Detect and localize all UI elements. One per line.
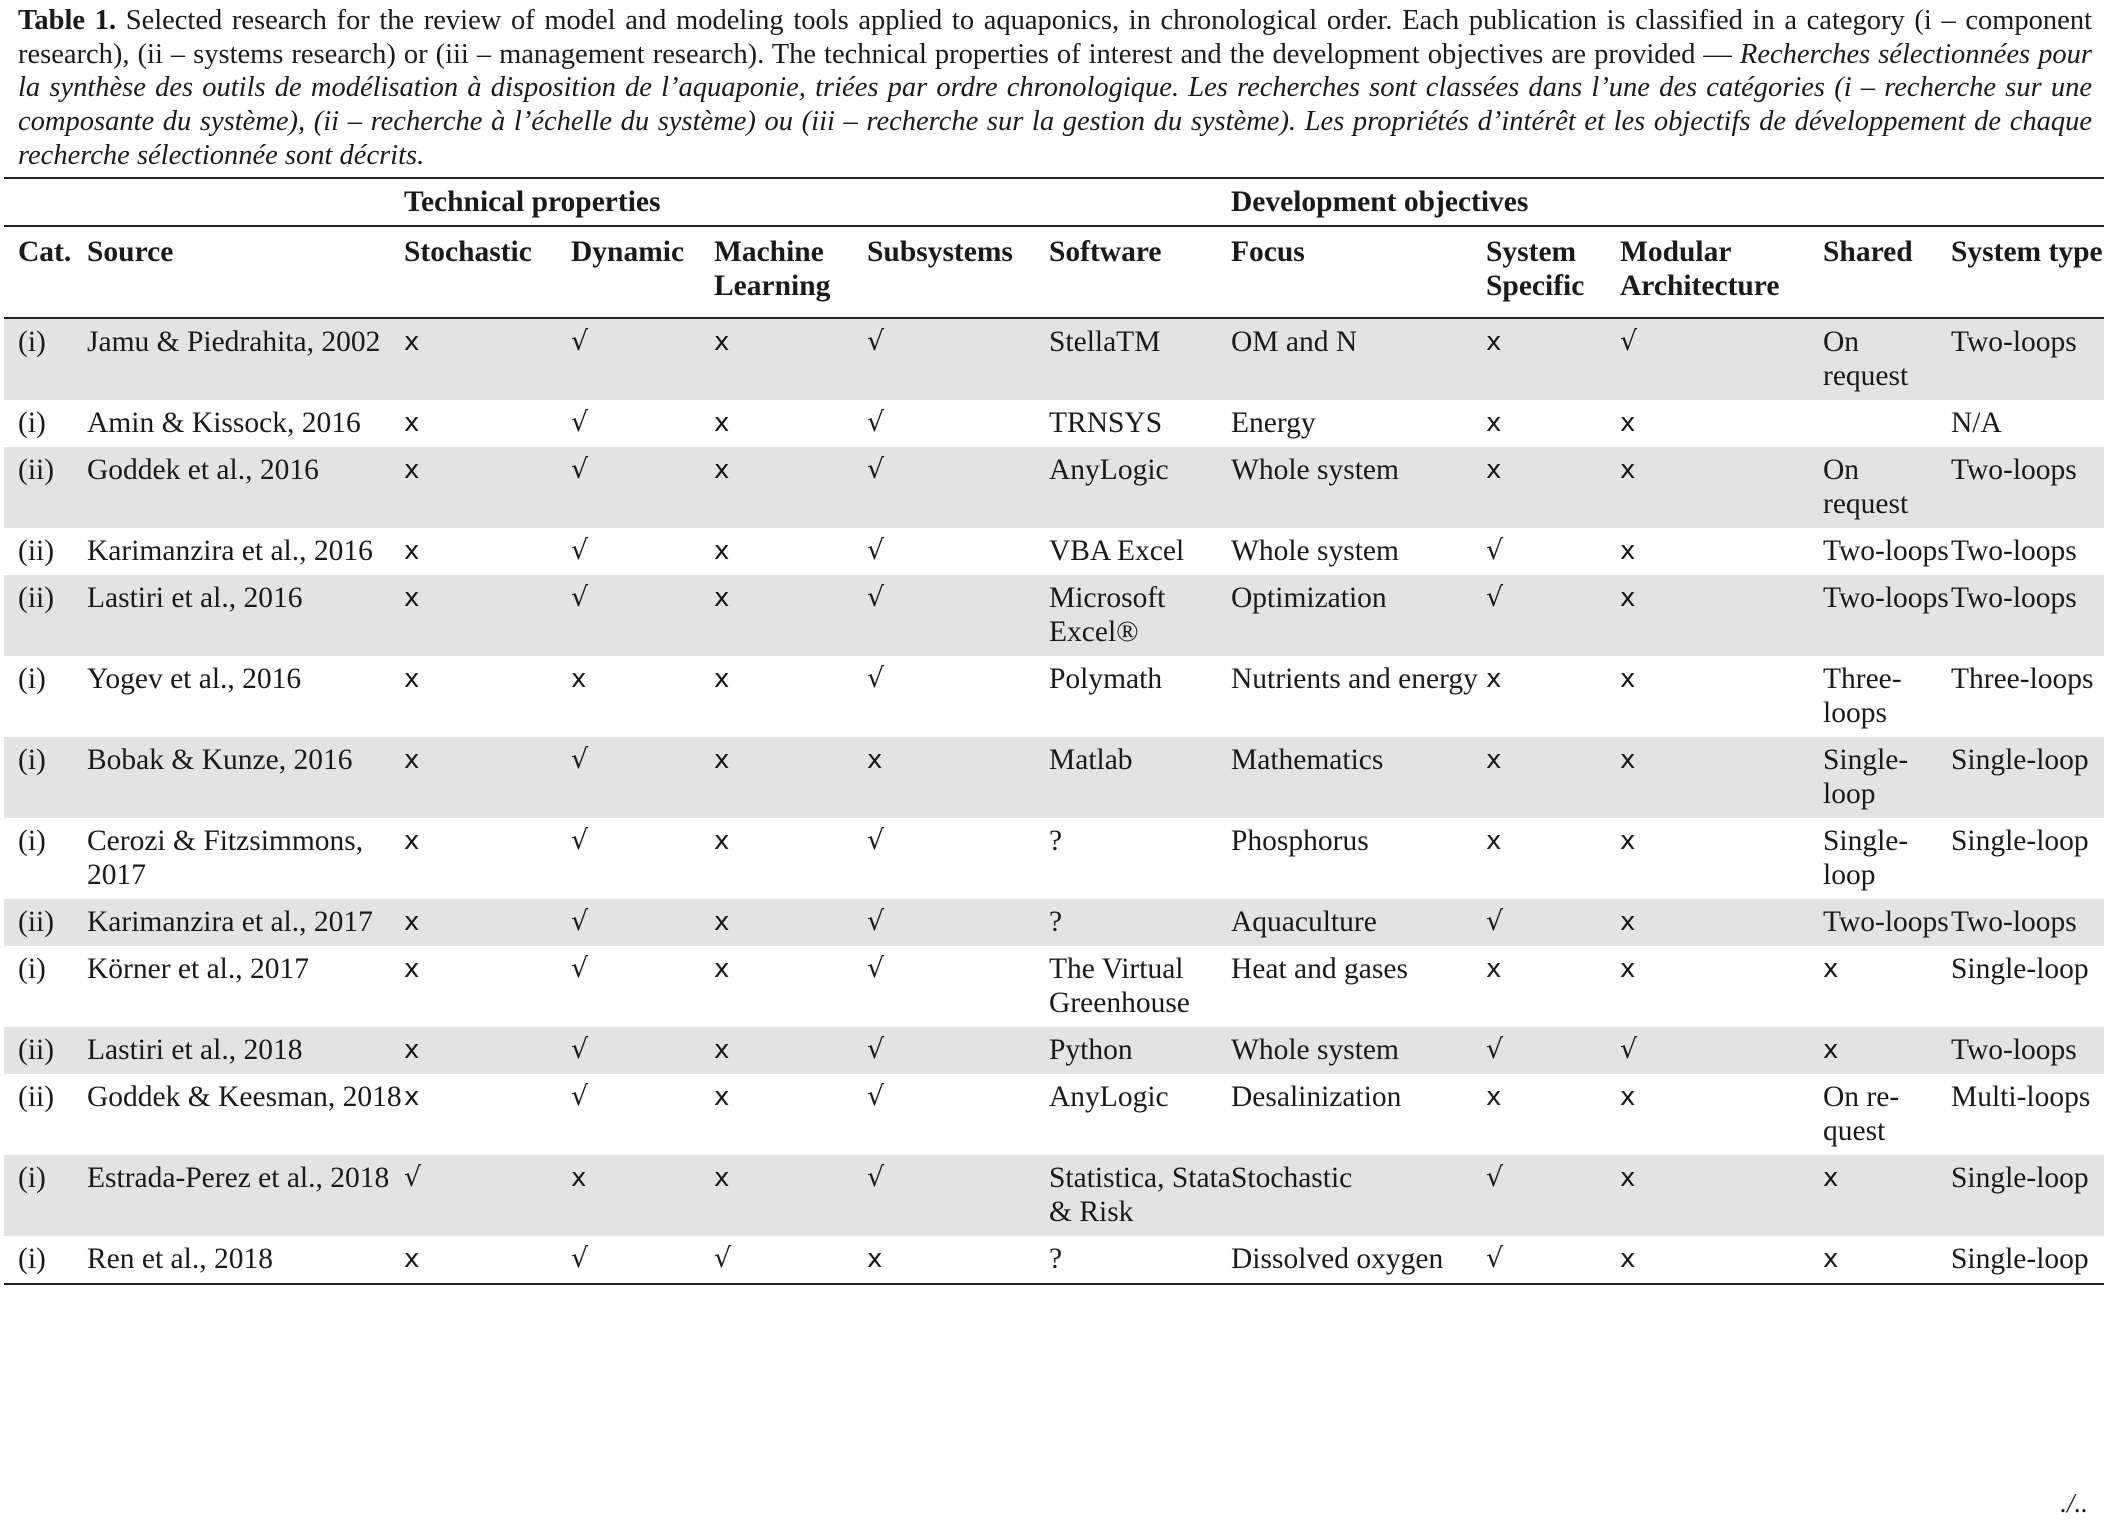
cell-subsystems: x bbox=[867, 737, 1049, 818]
cell-software: ? bbox=[1049, 1236, 1231, 1284]
cell-software: Microsoft Excel® bbox=[1049, 575, 1231, 656]
cell-machine-learning: x bbox=[714, 1082, 730, 1112]
cell-source: Karimanzira et al., 2016 bbox=[87, 535, 373, 567]
group-header-row bbox=[4, 178, 2104, 226]
cell-focus: Nutrients and energy bbox=[1231, 663, 1478, 695]
cell-dynamic: √ bbox=[571, 1027, 714, 1074]
cell-modular-architecture: x bbox=[1620, 575, 1823, 656]
cell-stochastic: x bbox=[404, 899, 571, 946]
cell-source: Bobak & Kunze, 2016 bbox=[87, 737, 404, 818]
cell-system-type: N/A bbox=[1951, 407, 2002, 439]
cell-shared: x bbox=[1823, 954, 1839, 984]
cell-stochastic: x bbox=[404, 664, 420, 694]
cell-modular-architecture: x bbox=[1620, 1155, 1823, 1236]
table-row bbox=[4, 575, 2104, 656]
table-row bbox=[4, 400, 2104, 447]
cell-system-type: Single-loop bbox=[1951, 825, 2089, 857]
col-header-modular-architecture: Modular Architecture bbox=[1620, 226, 1823, 318]
cell-source: Körner et al., 2017 bbox=[87, 953, 309, 985]
cell-stochastic: x bbox=[404, 447, 571, 528]
col-header-shared: Shared bbox=[1823, 226, 1951, 318]
table-row bbox=[4, 528, 2104, 575]
cell-modular-architecture: x bbox=[1620, 899, 1823, 946]
cell-subsystems: √ bbox=[867, 1081, 885, 1112]
cell-cat: (i) bbox=[18, 407, 46, 439]
cell-focus: Whole system bbox=[1231, 447, 1486, 528]
cell-software: ? bbox=[1049, 825, 1063, 857]
cell-subsystems: √ bbox=[867, 825, 885, 856]
cell-source: Lastiri et al., 2018 bbox=[87, 1027, 404, 1074]
cell-source: Karimanzira et al., 2017 bbox=[87, 899, 404, 946]
cell-software: Python bbox=[1049, 1027, 1231, 1074]
caption-english: Selected research for the review of model and modeling tools applied to aquaponics, in chronological order. Each publication is classified in a category (i – component research), (ii – systems research) or (iii – management research). The technical properties of interest and the development objectives are provided — bbox=[18, 5, 2092, 70]
cell-software: Polymath bbox=[1049, 663, 1163, 695]
col-header-dynamic: Dynamic bbox=[571, 226, 714, 318]
cell-dynamic: x bbox=[571, 664, 587, 694]
cell-system-specific: x bbox=[1486, 737, 1620, 818]
cell-dynamic: √ bbox=[571, 1081, 589, 1112]
cell-machine-learning: x bbox=[714, 1027, 867, 1074]
cell-modular-architecture: x bbox=[1620, 1236, 1823, 1284]
cell-shared: Two-loops bbox=[1823, 535, 1949, 567]
cell-system-specific: x bbox=[1486, 1082, 1502, 1112]
col-header-cat: Cat. bbox=[4, 226, 87, 318]
cell-machine-learning: x bbox=[714, 447, 867, 528]
cell-stochastic: x bbox=[404, 826, 420, 856]
cell-software: The Virtual Greenhouse bbox=[1049, 953, 1190, 1019]
cell-focus: Energy bbox=[1231, 407, 1316, 439]
group-spacer bbox=[4, 178, 404, 226]
cell-cat: (i) bbox=[4, 318, 87, 400]
cell-focus: Optimization bbox=[1231, 575, 1486, 656]
cell-cat: (i) bbox=[18, 663, 46, 695]
col-header-system-specific: System Specific bbox=[1486, 226, 1620, 318]
cell-stochastic: x bbox=[404, 1236, 571, 1284]
cell-system-specific: √ bbox=[1486, 1027, 1620, 1074]
cell-system-type: Two-loops bbox=[1951, 575, 2104, 656]
cell-cat: (ii) bbox=[4, 447, 87, 528]
cell-source: Lastiri et al., 2016 bbox=[87, 575, 404, 656]
cell-system-specific: √ bbox=[1486, 1236, 1620, 1284]
cell-software: AnyLogic bbox=[1049, 447, 1231, 528]
cell-machine-learning: √ bbox=[714, 1236, 867, 1284]
cell-dynamic: √ bbox=[571, 953, 589, 984]
caption-french: Recherches sélectionnées pour la synthèse des outils de modélisation à disposition de l’aquaponie, triées par ordre chronologique. Les recherches sont classées dans l’une des catégories (i – recherche sur une composante du système), (ii – recherche à l’échelle du système) ou (iii – recherche sur la gestion du système). Les propriétés d’intérêt et les objectifs de développement de chaque recherche sélectionnée sont décrits. bbox=[18, 38, 2092, 171]
cell-focus: Aquaculture bbox=[1231, 899, 1486, 946]
cell-stochastic: x bbox=[404, 536, 420, 566]
cell-cat: (i) bbox=[4, 1155, 87, 1236]
cell-subsystems: √ bbox=[867, 318, 1049, 400]
cell-shared: Two-loops bbox=[1823, 575, 1951, 656]
cell-machine-learning: x bbox=[714, 536, 730, 566]
cell-focus: Stochastic bbox=[1231, 1155, 1486, 1236]
col-header-software: Software bbox=[1049, 226, 1231, 318]
cell-system-specific: x bbox=[1486, 664, 1502, 694]
cell-system-specific: x bbox=[1486, 318, 1620, 400]
cell-cat: (ii) bbox=[4, 1027, 87, 1074]
cell-focus: Mathematics bbox=[1231, 737, 1486, 818]
cell-machine-learning: x bbox=[714, 1155, 867, 1236]
table-row bbox=[4, 737, 2104, 818]
table-row bbox=[4, 1027, 2104, 1074]
cell-stochastic: x bbox=[404, 575, 571, 656]
table-row bbox=[4, 818, 2104, 899]
cell-software: Matlab bbox=[1049, 737, 1231, 818]
cell-machine-learning: x bbox=[714, 318, 867, 400]
cell-subsystems: √ bbox=[867, 447, 1049, 528]
cell-source: Jamu & Piedrahita, 2002 bbox=[87, 318, 404, 400]
cell-cat: (i) bbox=[4, 737, 87, 818]
cell-modular-architecture: x bbox=[1620, 664, 1636, 694]
table-row bbox=[4, 1236, 2104, 1284]
cell-machine-learning: x bbox=[714, 737, 867, 818]
cell-source: Cerozi & Fitzsimmons, 2017 bbox=[87, 825, 364, 891]
cell-modular-architecture: x bbox=[1620, 1082, 1636, 1112]
cell-cat: (i) bbox=[18, 953, 46, 985]
cell-system-type: Three-loops bbox=[1951, 663, 2094, 695]
cell-cat: (i) bbox=[18, 825, 46, 857]
col-header-focus: Focus bbox=[1231, 226, 1486, 318]
cell-machine-learning: x bbox=[714, 408, 730, 438]
table-row bbox=[4, 1074, 2104, 1155]
cell-cat: (ii) bbox=[18, 1081, 55, 1113]
cell-modular-architecture: x bbox=[1620, 954, 1636, 984]
cell-machine-learning: x bbox=[714, 664, 730, 694]
cell-focus: Phosphorus bbox=[1231, 825, 1369, 857]
cell-machine-learning: x bbox=[714, 954, 730, 984]
cell-shared: x bbox=[1823, 1155, 1951, 1236]
cell-dynamic: √ bbox=[571, 1236, 714, 1284]
cell-system-type: Two-loops bbox=[1951, 899, 2104, 946]
cell-system-specific: √ bbox=[1486, 1155, 1620, 1236]
cell-modular-architecture: √ bbox=[1620, 1027, 1823, 1074]
cell-modular-architecture: x bbox=[1620, 536, 1636, 566]
cell-dynamic: √ bbox=[571, 825, 589, 856]
table-row bbox=[4, 656, 2104, 737]
cell-system-specific: x bbox=[1486, 826, 1502, 856]
cell-dynamic: √ bbox=[571, 447, 714, 528]
cell-source: Goddek & Keesman, 2018 bbox=[87, 1081, 402, 1113]
cell-stochastic: x bbox=[404, 737, 571, 818]
cell-shared: Single-loop bbox=[1823, 825, 1909, 891]
cell-cat: (i) bbox=[4, 1236, 87, 1284]
cell-system-specific: √ bbox=[1486, 899, 1620, 946]
column-header-row bbox=[4, 226, 2104, 318]
cell-focus: OM and N bbox=[1231, 318, 1486, 400]
cell-system-specific: x bbox=[1486, 954, 1502, 984]
cell-shared bbox=[1823, 400, 1951, 447]
cell-source: Yogev et al., 2016 bbox=[87, 663, 302, 695]
cell-shared: x bbox=[1823, 1027, 1951, 1074]
cell-subsystems: x bbox=[867, 1236, 1049, 1284]
cell-shared: Two-loops bbox=[1823, 899, 1951, 946]
col-header-subsystems: Subsystems bbox=[867, 226, 1049, 318]
cell-cat: (ii) bbox=[18, 535, 55, 567]
col-header-source: Source bbox=[87, 226, 404, 318]
cell-modular-architecture: x bbox=[1620, 447, 1823, 528]
table-row bbox=[4, 946, 2104, 1027]
cell-subsystems: √ bbox=[867, 407, 885, 438]
cell-dynamic: √ bbox=[571, 318, 714, 400]
cell-subsystems: √ bbox=[867, 953, 885, 984]
cell-system-type: Single-loop bbox=[1951, 1236, 2104, 1284]
cell-stochastic: x bbox=[404, 318, 571, 400]
cell-software: VBA Excel bbox=[1049, 535, 1185, 567]
cell-subsystems: √ bbox=[867, 1155, 1049, 1236]
cell-source: Ren et al., 2018 bbox=[87, 1236, 404, 1284]
cell-dynamic: √ bbox=[571, 737, 714, 818]
cell-modular-architecture: x bbox=[1620, 826, 1636, 856]
cell-shared: On request bbox=[1823, 318, 1951, 400]
cell-system-type: Single-loop bbox=[1951, 953, 2089, 985]
cell-subsystems: √ bbox=[867, 535, 885, 566]
cell-source: Estrada-Perez et al., 2018 bbox=[87, 1155, 404, 1236]
cell-stochastic: x bbox=[404, 954, 420, 984]
cell-software: AnyLogic bbox=[1049, 1081, 1169, 1113]
cell-focus: Whole system bbox=[1231, 535, 1399, 567]
cell-dynamic: √ bbox=[571, 575, 714, 656]
table-row bbox=[4, 318, 2104, 400]
cell-software: TRNSYS bbox=[1049, 407, 1163, 439]
cell-dynamic: √ bbox=[571, 535, 589, 566]
cell-software: ? bbox=[1049, 899, 1231, 946]
cell-subsystems: √ bbox=[867, 663, 885, 694]
cell-shared: On re-quest bbox=[1823, 1081, 1900, 1147]
group-development-objectives: Development objectives bbox=[1231, 178, 2104, 226]
cell-subsystems: √ bbox=[867, 1027, 1049, 1074]
col-header-machine-learning: Machine Learning bbox=[714, 226, 867, 318]
cell-cat: (ii) bbox=[4, 899, 87, 946]
cell-system-type: Single-loop bbox=[1951, 1155, 2104, 1236]
cell-dynamic: √ bbox=[571, 407, 589, 438]
cell-shared: x bbox=[1823, 1236, 1951, 1284]
cell-stochastic: x bbox=[404, 408, 420, 438]
table-body bbox=[4, 318, 2104, 1284]
table-row bbox=[4, 1155, 2104, 1236]
cell-focus: Heat and gases bbox=[1231, 953, 1408, 985]
table-row bbox=[4, 447, 2104, 528]
cell-system-type: Single-loop bbox=[1951, 737, 2104, 818]
cell-subsystems: √ bbox=[867, 899, 1049, 946]
cell-software: StellaTM bbox=[1049, 318, 1231, 400]
cell-focus: Dissolved oxygen bbox=[1231, 1236, 1486, 1284]
col-header-stochastic: Stochastic bbox=[404, 226, 571, 318]
cell-system-type: Two-loops bbox=[1951, 318, 2104, 400]
col-header-system-type: System type bbox=[1951, 226, 2104, 318]
cell-cat: (ii) bbox=[4, 575, 87, 656]
cell-system-specific: √ bbox=[1486, 575, 1620, 656]
cell-machine-learning: x bbox=[714, 575, 867, 656]
cell-dynamic: x bbox=[571, 1155, 714, 1236]
table-caption bbox=[18, 4, 2092, 173]
cell-modular-architecture: x bbox=[1620, 408, 1636, 438]
cell-source: Goddek et al., 2016 bbox=[87, 447, 404, 528]
research-table bbox=[4, 177, 2104, 1285]
cell-system-specific: x bbox=[1486, 408, 1502, 438]
cell-machine-learning: x bbox=[714, 899, 867, 946]
cell-software: Statistica, Stata & Risk bbox=[1049, 1155, 1231, 1236]
cell-source: Amin & Kissock, 2016 bbox=[87, 407, 361, 439]
cell-dynamic: √ bbox=[571, 899, 714, 946]
cell-modular-architecture: x bbox=[1620, 737, 1823, 818]
cell-focus: Whole system bbox=[1231, 1027, 1486, 1074]
continuation-mark: ./.. bbox=[2060, 1488, 2088, 1518]
cell-stochastic: √ bbox=[404, 1155, 571, 1236]
caption-label: Table 1. bbox=[18, 5, 117, 36]
cell-system-type: Two-loops bbox=[1951, 447, 2104, 528]
table-row bbox=[4, 899, 2104, 946]
cell-system-specific: x bbox=[1486, 447, 1620, 528]
cell-subsystems: √ bbox=[867, 575, 1049, 656]
cell-system-type: Two-loops bbox=[1951, 1027, 2104, 1074]
cell-system-specific: √ bbox=[1486, 535, 1504, 566]
cell-system-type: Two-loops bbox=[1951, 535, 2077, 567]
cell-stochastic: x bbox=[404, 1082, 420, 1112]
cell-shared: On request bbox=[1823, 447, 1951, 528]
cell-machine-learning: x bbox=[714, 826, 730, 856]
cell-system-type: Multi-loops bbox=[1951, 1081, 2091, 1113]
cell-focus: Desalinization bbox=[1231, 1081, 1402, 1113]
cell-shared: Single-loop bbox=[1823, 737, 1951, 818]
cell-modular-architecture: √ bbox=[1620, 318, 1823, 400]
cell-shared: Three-loops bbox=[1823, 663, 1902, 729]
group-technical-properties: Technical properties bbox=[404, 178, 1231, 226]
cell-stochastic: x bbox=[404, 1027, 571, 1074]
